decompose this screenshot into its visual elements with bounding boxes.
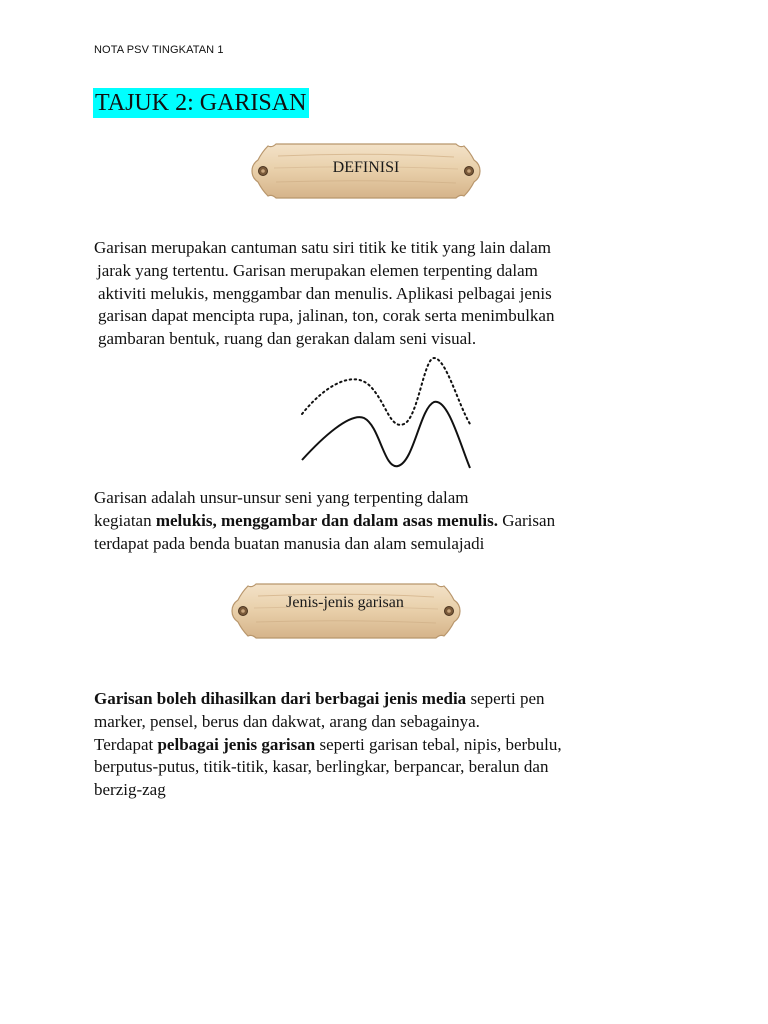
text-run: Terdapat bbox=[94, 734, 158, 754]
definisi-label: DEFINISI bbox=[332, 159, 400, 176]
text-run: seperti garisan tebal, nipis, berbulu, bbox=[315, 734, 562, 754]
page-title: TAJUK 2: GARISAN bbox=[93, 88, 309, 118]
jenis-garisan-label: Jenis-jenis garisan bbox=[286, 594, 404, 611]
paragraph-line bbox=[94, 688, 562, 711]
paragraph-line: berzig-zag bbox=[94, 780, 166, 800]
bold-text-run: melukis, menggambar dan dalam asas menulis. bbox=[155, 510, 498, 530]
line-illustration bbox=[296, 352, 476, 477]
text-run: kegiatan bbox=[94, 510, 156, 530]
page-header-note: NOTA PSV TINGKATAN 1 bbox=[94, 44, 224, 56]
text-run: seperti pen bbox=[466, 689, 545, 708]
paragraph-line: marker, pensel, berus dan dakwat, arang dan sebagainya. bbox=[94, 711, 480, 731]
bold-text-run: pelbagai jenis garisan bbox=[157, 734, 316, 754]
paragraph-line bbox=[94, 510, 555, 533]
paragraph-line: berputus-putus, titik-titik, kasar, berlingkar, berpancar, beralun dan bbox=[94, 757, 549, 777]
paragraph-three bbox=[94, 688, 562, 802]
bold-text-run: Garisan boleh dihasilkan dari berbagai jenis media bbox=[94, 689, 467, 708]
paragraph-two bbox=[94, 487, 555, 555]
paragraph-line: terdapat pada benda buatan manusia dan alam semulajadi bbox=[94, 533, 485, 553]
text-run: Garisan bbox=[497, 510, 556, 530]
solid-line-example bbox=[302, 402, 470, 468]
definition-line: gambaran bentuk, ruang dan gerakan dalam seni visual. bbox=[98, 329, 477, 349]
definition-paragraph bbox=[94, 237, 554, 351]
definition-line: aktiviti melukis, menggambar dan menulis. Aplikasi pelbagai jenis bbox=[98, 283, 552, 303]
definisi-plank-banner bbox=[248, 138, 484, 204]
paragraph-line bbox=[94, 734, 562, 757]
dotted-line-example bbox=[302, 358, 470, 425]
definition-line: garisan dapat mencipta rupa, jalinan, ton, corak serta menimbulkan bbox=[98, 306, 555, 326]
paragraph-line: Garisan adalah unsur-unsur seni yang terpenting dalam bbox=[94, 488, 469, 507]
jenis-garisan-plank-banner bbox=[228, 578, 464, 644]
definition-line: Garisan merupakan cantuman satu siri titik ke titik yang lain dalam bbox=[94, 238, 551, 257]
definition-line: jarak yang tertentu. Garisan merupakan elemen terpenting dalam bbox=[97, 260, 538, 280]
